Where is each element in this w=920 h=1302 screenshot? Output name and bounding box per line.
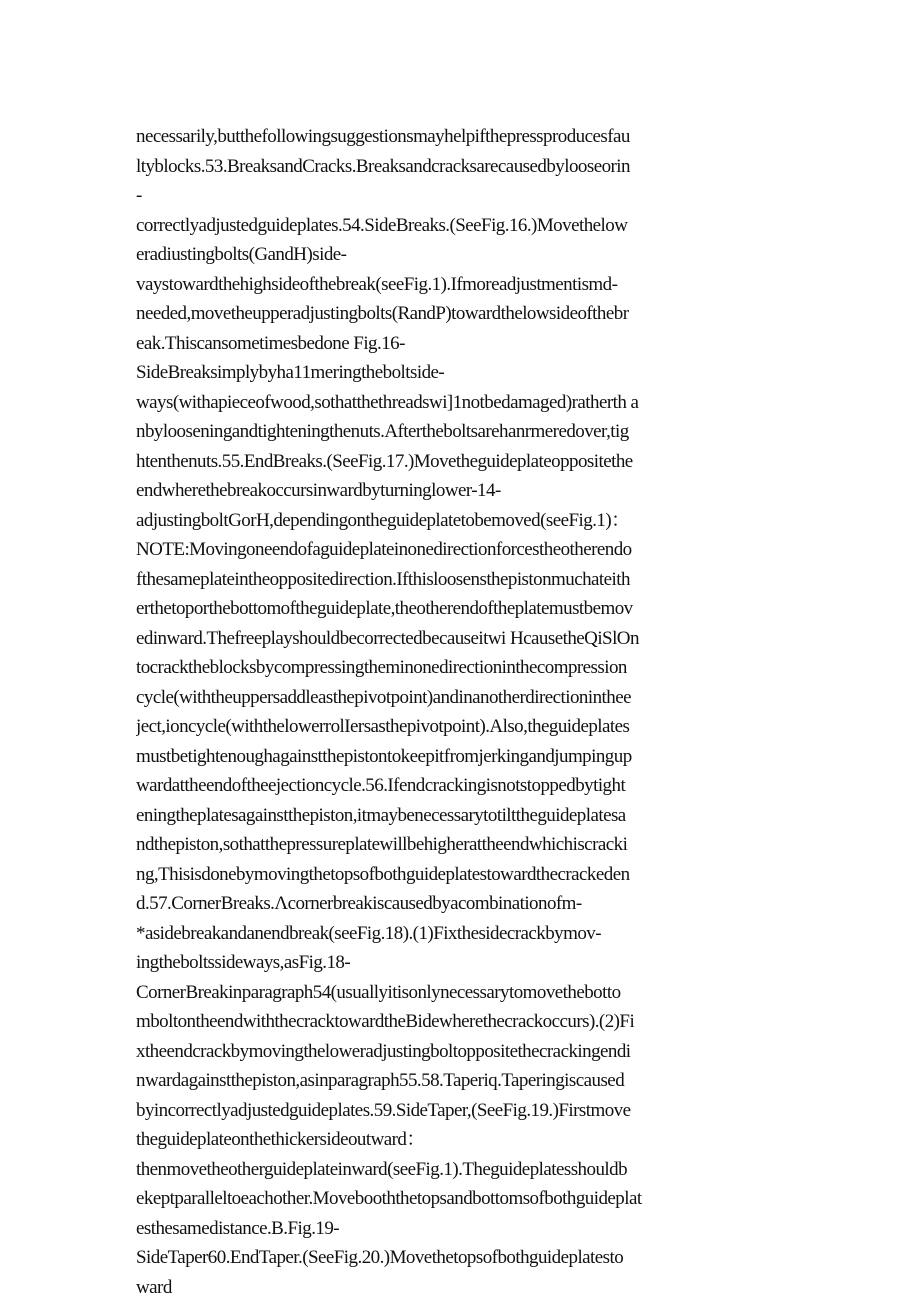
text-line: eak.Thiscansometimesbedone Fig.16- — [136, 329, 796, 359]
text-line: ndthepiston,sothatthepressureplatewillbehigherattheendwhichiscracki — [136, 830, 796, 860]
text-line: adjustingboltGorH,dependingontheguideplatetobemoved(seeFig.1)： — [136, 506, 796, 536]
text-line: ward — [136, 1273, 796, 1302]
text-line: endwherethebreakoccursinwardbyturninglower-14- — [136, 476, 796, 506]
text-line: nwardagainstthepiston,asinparagraph55.58.Taperiq.Taperingiscaused — [136, 1066, 796, 1096]
text-line: theguideplateonthethickersideoutward： — [136, 1125, 796, 1155]
text-line: SideBreaksimplybyha11meringtheboltside- — [136, 358, 796, 388]
text-line: needed,movetheupperadjustingbolts(RandP)towardthelowsideofthebr — [136, 299, 796, 329]
text-line: - — [136, 181, 796, 211]
text-line: xtheendcrackbymovingtheloweradjustingboltoppositethecrackingendi — [136, 1037, 796, 1067]
text-line: byincorrectlyadjustedguideplates.59.SideTaper,(SeeFig.19.)Firstmove — [136, 1096, 796, 1126]
text-line: esthesamedistance.B.Fig.19- — [136, 1214, 796, 1244]
text-line: erthetoporthebottomoftheguideplate,theotherendoftheplatemustbemov — [136, 594, 796, 624]
text-line: correctlyadjustedguideplates.54.SideBreaks.(SeeFig.16.)Movethelow — [136, 211, 796, 241]
text-line: ng,Thisisdonebymovingthetopsofbothguideplatestowardthecrackeden — [136, 860, 796, 890]
text-line: fthesameplateintheoppositedirection.Ifthisloosensthepistonmuchateith — [136, 565, 796, 595]
text-line: necessarily,butthefollowingsuggestionsmayhelpifthepressproducesfau — [136, 122, 796, 152]
text-line: ways(withapieceofwood,sothatthethreadswi]1notbedamaged)ratherth a — [136, 388, 796, 418]
text-line: wardattheendoftheejectioncycle.56.Ifendcrackingisnotstoppedbytight — [136, 771, 796, 801]
text-line: SideTaper60.EndTaper.(SeeFig.20.)Movethetopsofbothguideplatesto — [136, 1243, 796, 1273]
text-line: thenmovetheotherguideplateinward(seeFig.1).Theguideplatesshouldb — [136, 1155, 796, 1185]
text-line: ject,ioncycle(withthelowerrolIersasthepivotpoint).Also,theguideplates — [136, 712, 796, 742]
text-line: eradiustingbolts(GandH)side- — [136, 240, 796, 270]
text-line: eningtheplatesagainstthepiston,itmaybenecessarytotilttheguideplatesa — [136, 801, 796, 831]
text-line: mustbetightenoughagainstthepistontokeepitfromjerkingandjumpingup — [136, 742, 796, 772]
text-line: NOTE:Movingoneendofaguideplateinonedirectionforcestheotherendo — [136, 535, 796, 565]
text-line: tocracktheblocksbycompressingtheminonedirectioninthecompression — [136, 653, 796, 683]
text-line: edinward.Thefreeplayshouldbecorrectedbecauseitwi HcausetheQiSlOn — [136, 624, 796, 654]
text-line: ingtheboltssideways,asFig.18- — [136, 948, 796, 978]
text-line: ekeptparalleltoeachother.Movebooththetopsandbottomsofbothguideplat — [136, 1184, 796, 1214]
text-line: ltyblocks.53.BreaksandCracks.Breaksandcracksarecausedbylooseorin — [136, 152, 796, 182]
text-line: *asidebreakandanendbreak(seeFig.18).(1)Fixthesidecrackbymov- — [136, 919, 796, 949]
text-line: mboltontheendwiththecracktowardtheBidewherethecrackoccurs).(2)Fi — [136, 1007, 796, 1037]
text-line: vaystowardthehighsideofthebreak(seeFig.1).Ifmoreadjustmentismd- — [136, 270, 796, 300]
text-line: cycle(withtheuppersaddleasthepivotpoint)andinanotherdirectioninthee — [136, 683, 796, 713]
text-line: d.57.CornerBreaks.Λcornerbreakiscausedbyacombinationofm- — [136, 889, 796, 919]
text-line: nbylooseningandtighteningthenuts.Aftertheboltsarehanrmeredover,tig — [136, 417, 796, 447]
text-line: htenthenuts.55.EndBreaks.(SeeFig.17.)Movetheguideplateoppositethe — [136, 447, 796, 477]
body-text — [136, 122, 796, 1302]
text-line: CornerBreakinparagraph54(usuallyitisonlynecessarytomovethebotto — [136, 978, 796, 1008]
